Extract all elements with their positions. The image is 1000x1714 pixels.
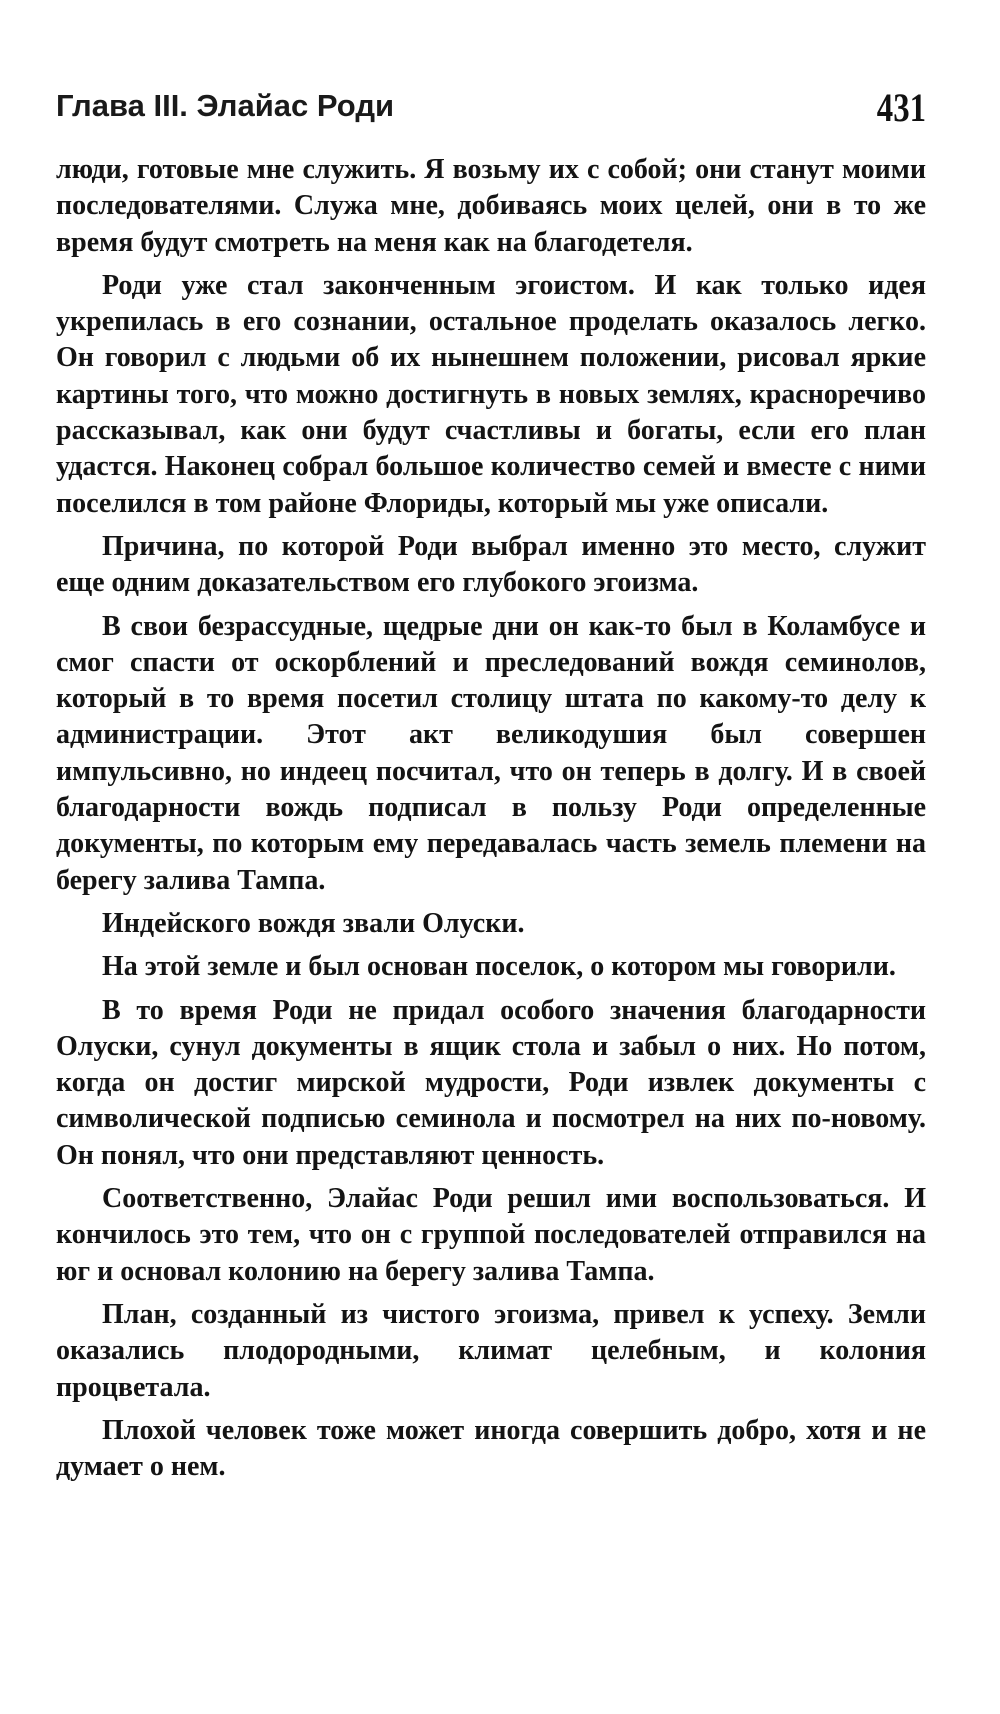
paragraph: Индейского вождя звали Олуски.	[102, 907, 525, 939]
paragraph: План, созданный из чистого эгоизма, привел к успеху. Земли оказались плодородными, климат целебным, и колония процветала.	[56, 1298, 926, 1403]
running-head	[56, 84, 926, 134]
paragraph: В то время Роди не придал особого значения благодарности Олуски, сунул документы в ящик стола и забыл о них. Но потом, когда он достиг мирской мудрости, Роди извлек документы с символической подписью семинола и посмотрел на них по-новому. Он понял, что они представляют ценность.	[56, 994, 926, 1171]
paragraph-continuation: люди, готовые мне служить. Я возьму их с собой; они станут моими последователями. Служа мне, добиваясь моих целей, они в то же время будут смотреть на меня как на благодетеля.	[56, 154, 926, 258]
chapter-title: Глава III. Элайас Роди	[56, 88, 395, 123]
paragraph: На этой земле и был основан поселок, о котором мы говорили.	[102, 951, 896, 983]
paragraph: Соответственно, Элайас Роди решил ими воспользоваться. И кончилось это тем, что он с группой последователей отправился на юг и основал колонию на берегу залива Тампа.	[56, 1183, 926, 1287]
paragraph: Причина, по которой Роди выбрал именно это место, служит еще одним доказательством его глубокого эгоизма.	[56, 530, 926, 599]
paragraph: Плохой человек тоже может иногда совершить добро, хотя и не думает о нем.	[56, 1414, 926, 1483]
body-text	[56, 152, 926, 1492]
paragraph: В свои безрассудные, щедрые дни он как-то был в Коламбусе и смог спасти от оскорблений и преследований вождя семинолов, который в то время посетил столицу штата по какому-то делу к администрации. Этот акт великодушия был совершен импульсивно, но индеец посчитал, что он теперь в долгу. И в своей благодарности вождь подписал в пользу Роди определенные документы, по которым ему передавалась часть земель племени на берегу залива Тампа.	[56, 610, 926, 896]
paragraph: Роди уже стал законченным эгоистом. И как только идея укрепилась в его сознании, остальное проделать оказалось легко. Он говорил с людьми об их нынешнем положении, рисовал яркие картины того, что можно достигнуть в новых землях, красноречиво рассказывал, как они будут счастливы и богаты, если его план удастся. Наконец собрал большое количество семей и вместе с ними поселился в том районе Флориды, который мы уже описали.	[56, 269, 926, 519]
page-number: 431	[876, 85, 926, 130]
